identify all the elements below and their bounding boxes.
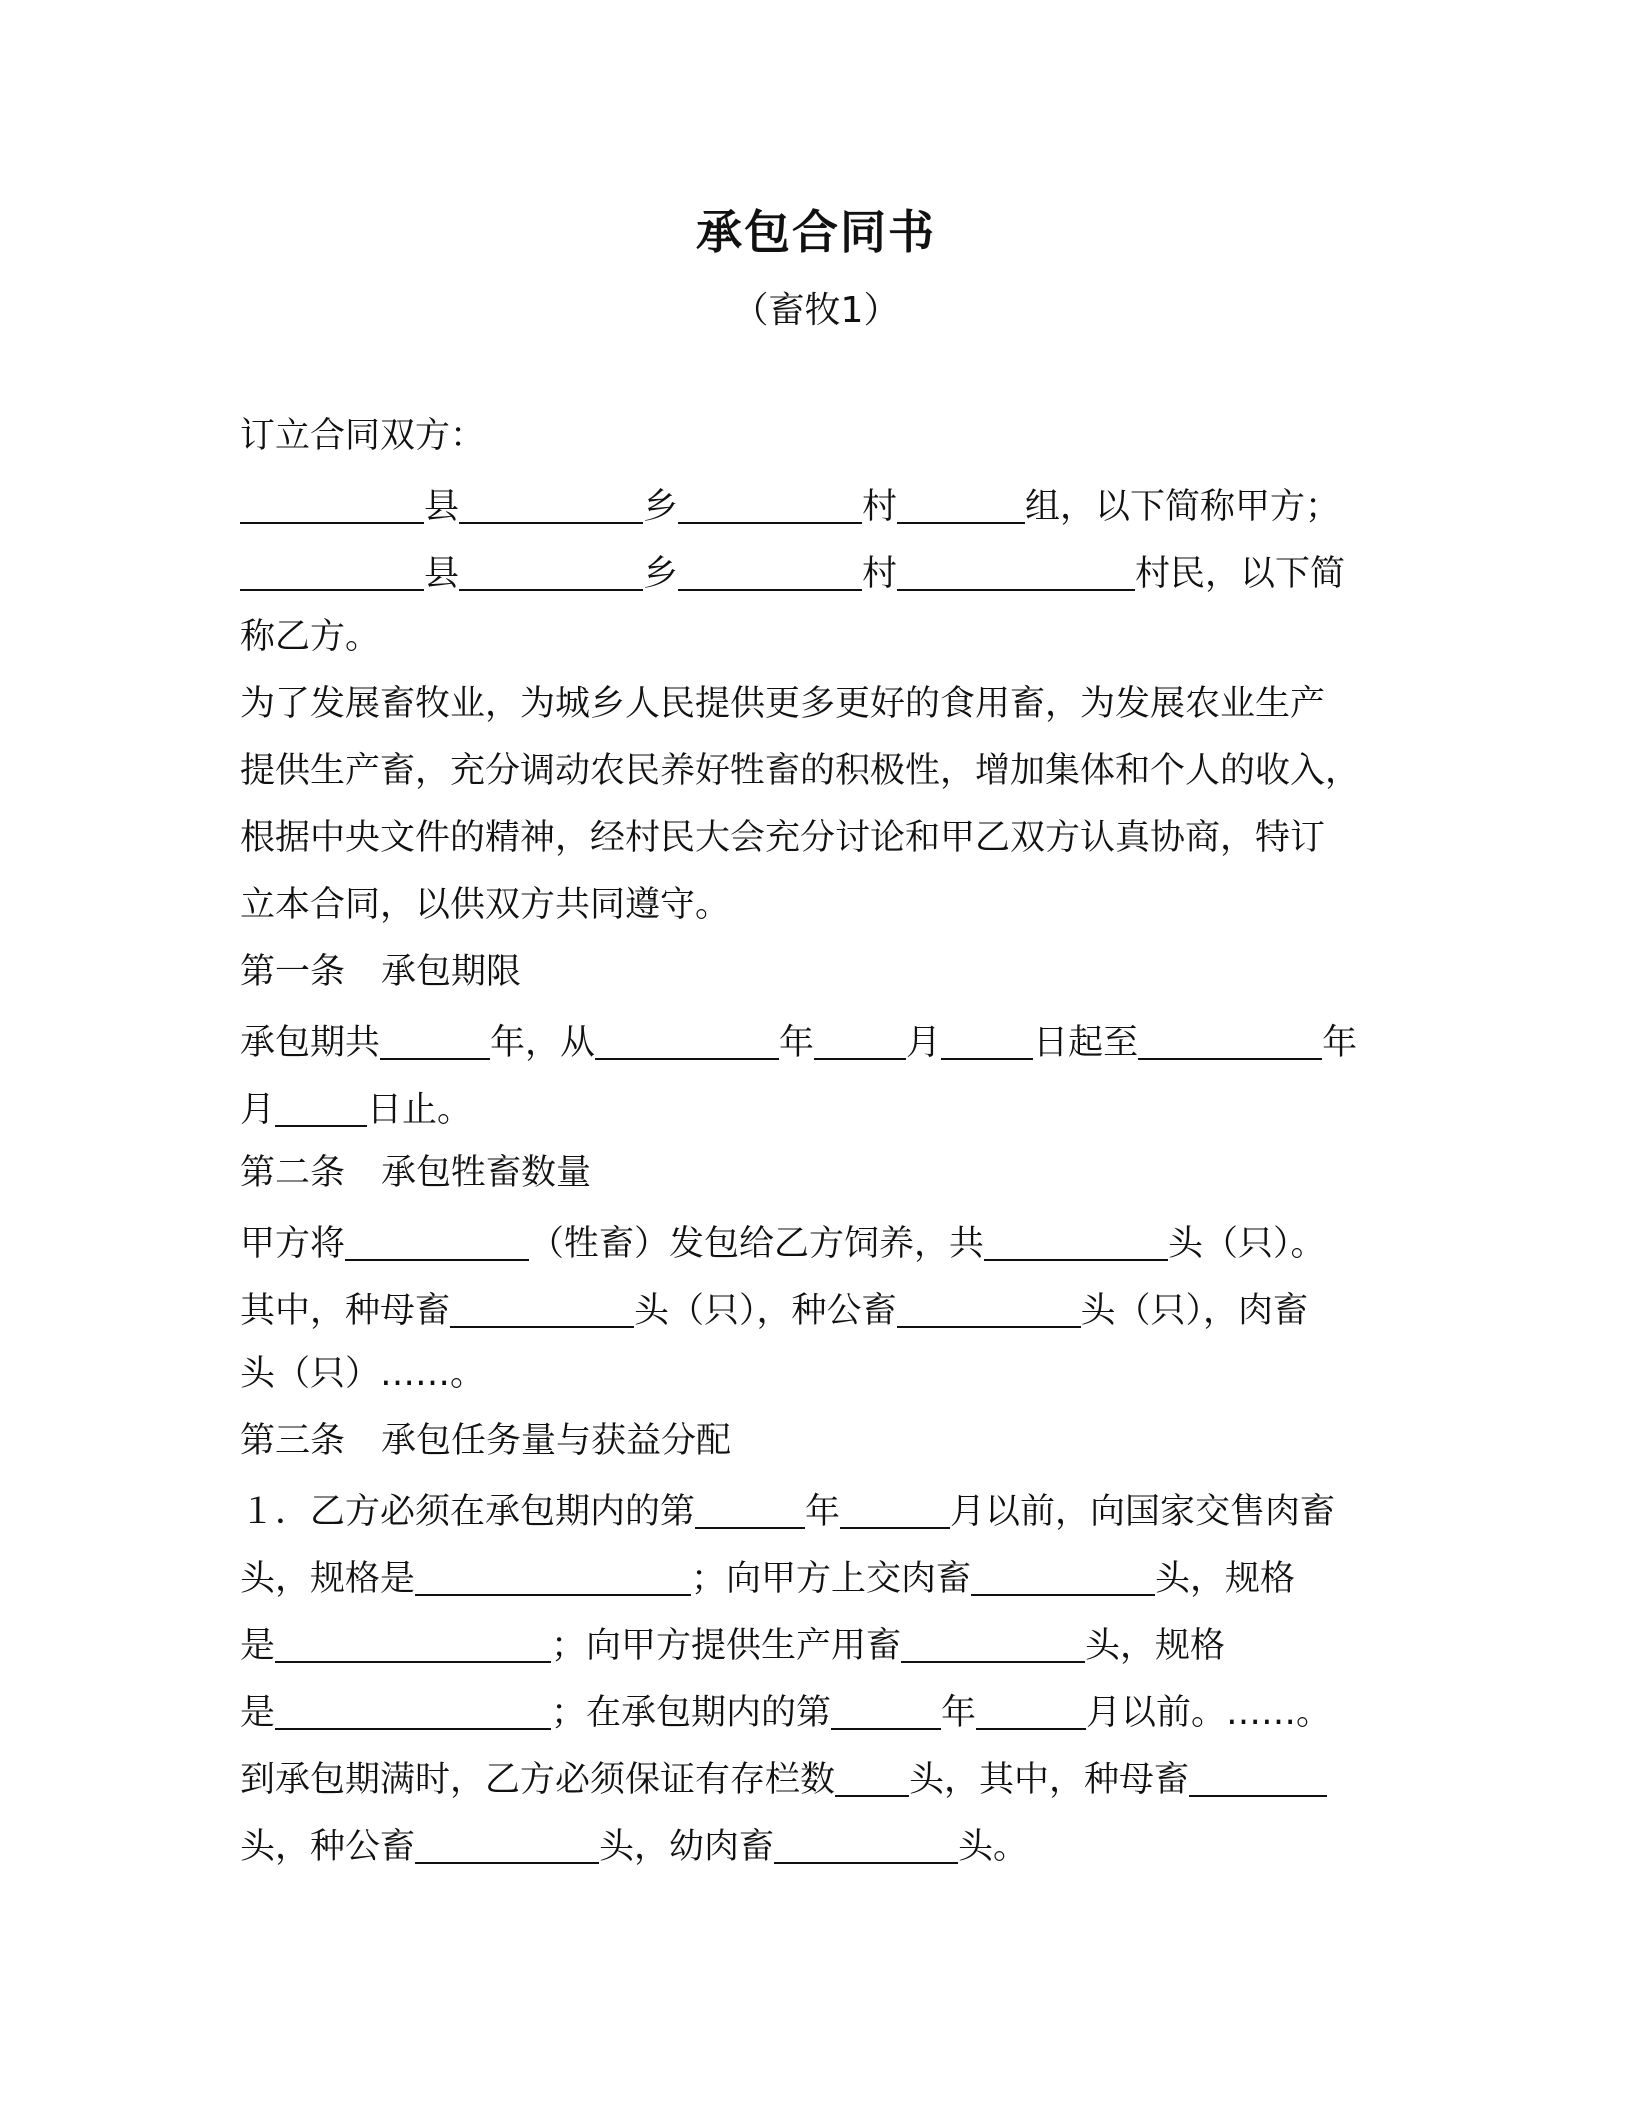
text-segment: 年 <box>1322 1023 1358 1063</box>
text-segment: 头，种公畜 <box>240 1827 416 1867</box>
fill-in-blank[interactable] <box>831 1676 941 1730</box>
fill-in-blank[interactable] <box>971 1542 1155 1596</box>
text-segment: 年 <box>779 1023 815 1063</box>
text-segment: 第三条 <box>240 1421 346 1461</box>
text-segment: 订立合同双方： <box>240 416 486 456</box>
text-line <box>240 1542 1390 1609</box>
text-segment: 月以前，向国家交售肉畜 <box>950 1492 1336 1532</box>
text-line <box>240 403 1390 470</box>
fill-in-blank[interactable] <box>941 1006 1033 1060</box>
text-segment: 头（只）……。 <box>240 1354 486 1394</box>
text-segment: 甲方将 <box>240 1224 346 1264</box>
text-line <box>240 738 1390 805</box>
fill-in-blank[interactable] <box>415 1810 599 1864</box>
fill-in-blank[interactable] <box>275 1609 551 1663</box>
fill-in-blank[interactable] <box>897 537 1135 591</box>
contract-body <box>240 403 1390 1877</box>
fill-in-blank[interactable] <box>1189 1743 1327 1797</box>
text-segment: 头（只）。 <box>1168 1224 1326 1264</box>
text-line <box>240 470 1390 537</box>
text-segment: 头，规格 <box>1085 1626 1226 1666</box>
text-line <box>240 1073 1390 1140</box>
text-segment: 头，其中，种母畜 <box>909 1760 1190 1800</box>
fill-in-blank[interactable] <box>695 1475 805 1529</box>
text-line <box>240 872 1390 939</box>
text-segment: 头，幼肉畜 <box>599 1827 775 1867</box>
text-segment: 头，规格 <box>1155 1559 1296 1599</box>
text-line <box>240 1207 1390 1274</box>
text-line <box>240 1006 1390 1073</box>
fill-in-blank[interactable] <box>840 1475 950 1529</box>
text-segment: 是 <box>240 1693 276 1733</box>
text-segment: 第一条 <box>240 952 346 992</box>
text-segment: 其中，种母畜 <box>240 1291 451 1331</box>
fill-in-blank[interactable] <box>450 1274 634 1328</box>
text-segment: 县 <box>424 554 460 594</box>
text-line <box>240 1341 1390 1408</box>
text-line <box>240 1743 1390 1810</box>
text-segment: 县 <box>424 487 460 527</box>
document-title: 承包合同书 <box>696 205 936 259</box>
text-line <box>240 939 1390 1006</box>
text-line <box>240 1140 1390 1207</box>
fill-in-blank[interactable] <box>774 1810 958 1864</box>
text-segment: 乡 <box>643 487 679 527</box>
fill-in-blank[interactable] <box>835 1743 909 1797</box>
text-segment: 承包期共 <box>240 1023 381 1063</box>
text-segment: 提供生产畜，充分调动农民养好牲畜的积极性，增加集体和个人的收入， <box>240 751 1361 791</box>
text-line <box>240 1609 1390 1676</box>
text-segment: 日起至 <box>1033 1023 1139 1063</box>
fill-in-blank[interactable] <box>275 1676 551 1730</box>
fill-in-blank[interactable] <box>380 1006 490 1060</box>
text-segment: ；向甲方提供生产用畜 <box>551 1626 902 1666</box>
text-segment: 称乙方。 <box>240 617 381 657</box>
fill-in-blank[interactable] <box>897 1274 1081 1328</box>
text-segment: 承包牲畜数量 <box>381 1153 592 1193</box>
text-line <box>240 1810 1390 1877</box>
text-segment: 头。 <box>958 1827 1029 1867</box>
text-segment: 村 <box>862 554 898 594</box>
text-segment: 年，从 <box>490 1023 596 1063</box>
text-segment: （牲畜）发包给乙方饲养，共 <box>529 1224 985 1264</box>
fill-in-blank[interactable] <box>275 1073 367 1127</box>
fill-in-blank[interactable] <box>595 1006 779 1060</box>
text-line <box>240 1676 1390 1743</box>
fill-in-blank[interactable] <box>897 470 1025 524</box>
text-segment: 月 <box>240 1090 276 1130</box>
text-segment: 村 <box>862 487 898 527</box>
text-line <box>240 1274 1390 1341</box>
text-segment: ；向甲方上交肉畜 <box>691 1559 972 1599</box>
fill-in-blank[interactable] <box>814 1006 906 1060</box>
text-segment: 承包期限 <box>381 952 522 992</box>
text-line <box>240 671 1390 738</box>
text-segment: １．乙方必须在承包期内的第 <box>240 1492 696 1532</box>
text-line <box>240 604 1390 671</box>
text-segment: 村民，以下简 <box>1135 554 1346 594</box>
text-segment: 年 <box>805 1492 841 1532</box>
fill-in-blank[interactable] <box>678 470 862 524</box>
text-segment: 第二条 <box>240 1153 346 1193</box>
fill-in-blank[interactable] <box>678 537 862 591</box>
fill-in-blank[interactable] <box>240 537 424 591</box>
text-segment: 是 <box>240 1626 276 1666</box>
fill-in-blank[interactable] <box>415 1542 691 1596</box>
text-segment: 立本合同，以供双方共同遵守。 <box>240 885 731 925</box>
fill-in-blank[interactable] <box>459 470 643 524</box>
text-segment: 年 <box>941 1693 977 1733</box>
text-segment: 日止。 <box>367 1090 473 1130</box>
document-subtitle: （畜牧1） <box>732 290 900 331</box>
fill-in-blank[interactable] <box>459 537 643 591</box>
text-segment: 到承包期满时，乙方必须保证有存栏数 <box>240 1760 836 1800</box>
text-segment: ；在承包期内的第 <box>551 1693 832 1733</box>
fill-in-blank[interactable] <box>345 1207 529 1261</box>
text-segment: 根据中央文件的精神，经村民大会充分讨论和甲乙双方认真协商，特订 <box>240 818 1326 858</box>
fill-in-blank[interactable] <box>984 1207 1168 1261</box>
text-line <box>240 1408 1390 1475</box>
text-segment: 月 <box>906 1023 942 1063</box>
text-segment: 月以前。……。 <box>1086 1693 1332 1733</box>
text-segment: 为了发展畜牧业，为城乡人民提供更多更好的食用畜，为发展农业生产 <box>240 684 1326 724</box>
fill-in-blank[interactable] <box>240 470 424 524</box>
text-segment: 头（只），种公畜 <box>634 1291 897 1331</box>
fill-in-blank[interactable] <box>976 1676 1086 1730</box>
text-line <box>240 1475 1390 1542</box>
text-line <box>240 537 1390 604</box>
text-segment: 头，规格是 <box>240 1559 416 1599</box>
text-segment: 头（只），肉畜 <box>1080 1291 1309 1331</box>
text-line <box>240 805 1390 872</box>
text-segment: 乡 <box>643 554 679 594</box>
fill-in-blank[interactable] <box>901 1609 1085 1663</box>
text-segment: 组，以下简称甲方； <box>1025 487 1341 527</box>
text-segment: 承包任务量与获益分配 <box>381 1421 732 1461</box>
fill-in-blank[interactable] <box>1138 1006 1322 1060</box>
